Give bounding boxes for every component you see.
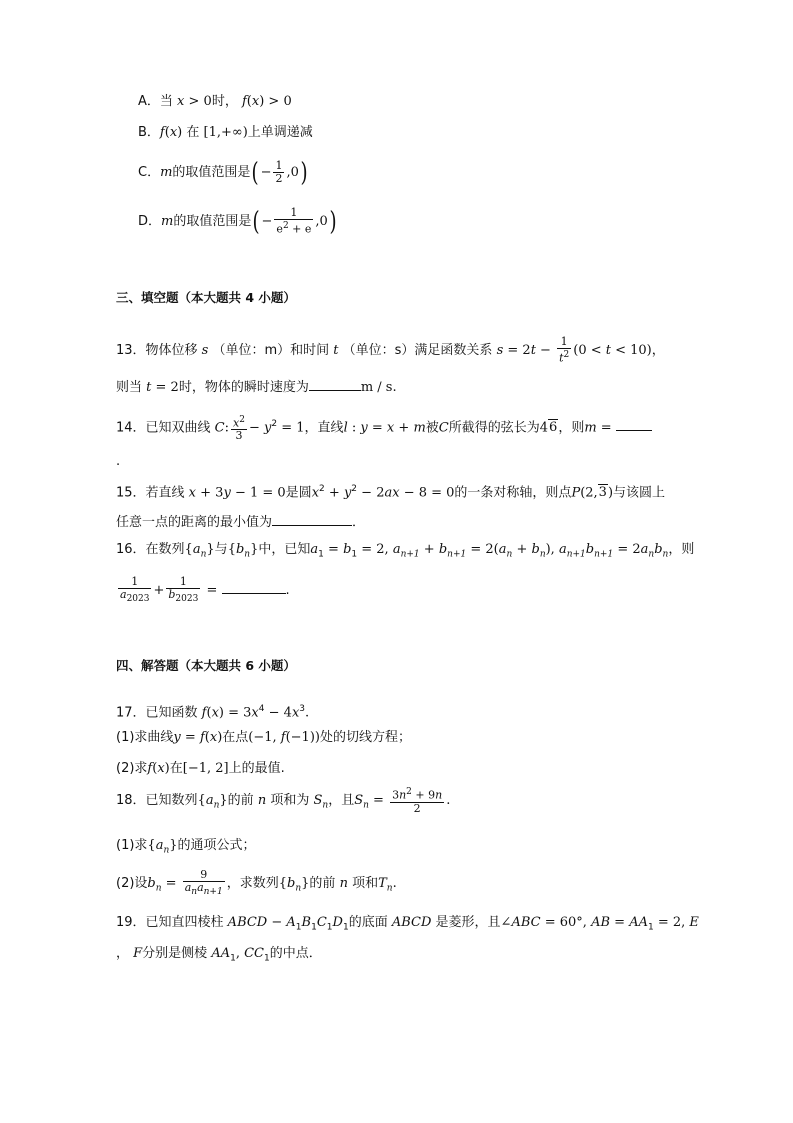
question-18: 18．已知数列$\{a_n\}$的前 n 项和为 $S_n$，且$S_n$ = $\frac{3n^2 + 9n}{2}$ . bbox=[116, 787, 451, 815]
section-title: 三、填空题（本大题共 4 小题） bbox=[116, 290, 296, 305]
question-17-part1: (1)求曲线y = f(x)在点(−1, f(−1))处的切线方程； bbox=[116, 730, 411, 745]
answer-blank[interactable] bbox=[272, 511, 352, 526]
option-c: C．m的取值范围是( − $\frac{1}{2}$ ,0) bbox=[138, 157, 308, 188]
question-19: 19．已知直四棱柱 ABCD − $A_1B_1C_1D_1$的底面 ABCD 是菱形，且∠ABC = 60°, AB = $AA_1 = 2$, E bbox=[116, 915, 699, 933]
answer-blank[interactable] bbox=[616, 416, 652, 431]
question-13-line2: 则当 t = 2时，物体的瞬时速度为 m / s. bbox=[116, 376, 397, 397]
answer-blank[interactable] bbox=[222, 579, 286, 594]
section-title: 四、解答题（本大题共 6 小题） bbox=[116, 658, 296, 673]
question-19-line2: ， F分别是侧棱 $AA_1$, $CC_1$的中点． bbox=[116, 946, 322, 964]
question-16-line2: $\frac{1}{a_{2023}}$ + $\frac{1}{b_{2023}}$ = . bbox=[120, 574, 290, 605]
question-16: 16．在数列$\{a_n\}$与$\{b_n\}$中，已知$a_1 = b_1 = 2$, $a_{n+1} + b_{n+1} = 2(a_n + b_n)$, $a_{n+1}b_{n+1} = 2a_nb_n$，则 bbox=[116, 542, 695, 560]
question-14-end: . bbox=[116, 454, 121, 469]
question-15: 15．若直线 x + 3y − 1 = 0是圆$x^2 + y^2 - 2ax - 8 = 0$的一条对称轴，则点P(2,3)与该圆上 bbox=[116, 484, 666, 501]
question-15-line2: 任意一点的距离的最小值为 ． bbox=[116, 511, 365, 532]
question-18-part2: (2)设$b_n$ = $\frac{9}{a_na_{n+1}}$ ，求数列$\{b_n\}$的前 n 项和$T_n$. bbox=[116, 867, 397, 898]
answer-blank[interactable] bbox=[309, 376, 361, 391]
question-13: 13．物体位移 s （单位：m）和时间 t （单位：s）满足函数关系 s = 2t − $\frac{1}{t^2}$ (0 < t < 10)， bbox=[116, 335, 665, 365]
option-d: D．m的取值范围是( − $\frac{1}{e^2 + e}$ ,0) bbox=[138, 206, 337, 237]
question-17-part2: (2)求f(x)在[−1, 2]上的最值. bbox=[116, 761, 285, 776]
math-expression: x bbox=[177, 94, 185, 109]
math-expression: f bbox=[241, 94, 247, 109]
option-a: A．当 x > 0时， f(x) > 0 bbox=[138, 94, 292, 109]
option-b: B．f(x) 在 [1,+∞)上单调递减 bbox=[138, 125, 313, 140]
question-14: 14．已知双曲线 C: $\frac{x^2}{3}$ − $y^2 = 1$，直线l : y = x + m被C所截得的弦长为46，则m = bbox=[116, 410, 652, 442]
question-17: 17．已知函数 $f(x) = 3x^4 - 4x^3$. bbox=[116, 704, 310, 721]
question-18-part1: (1)求$\{a_n\}$的通项公式； bbox=[116, 838, 256, 856]
